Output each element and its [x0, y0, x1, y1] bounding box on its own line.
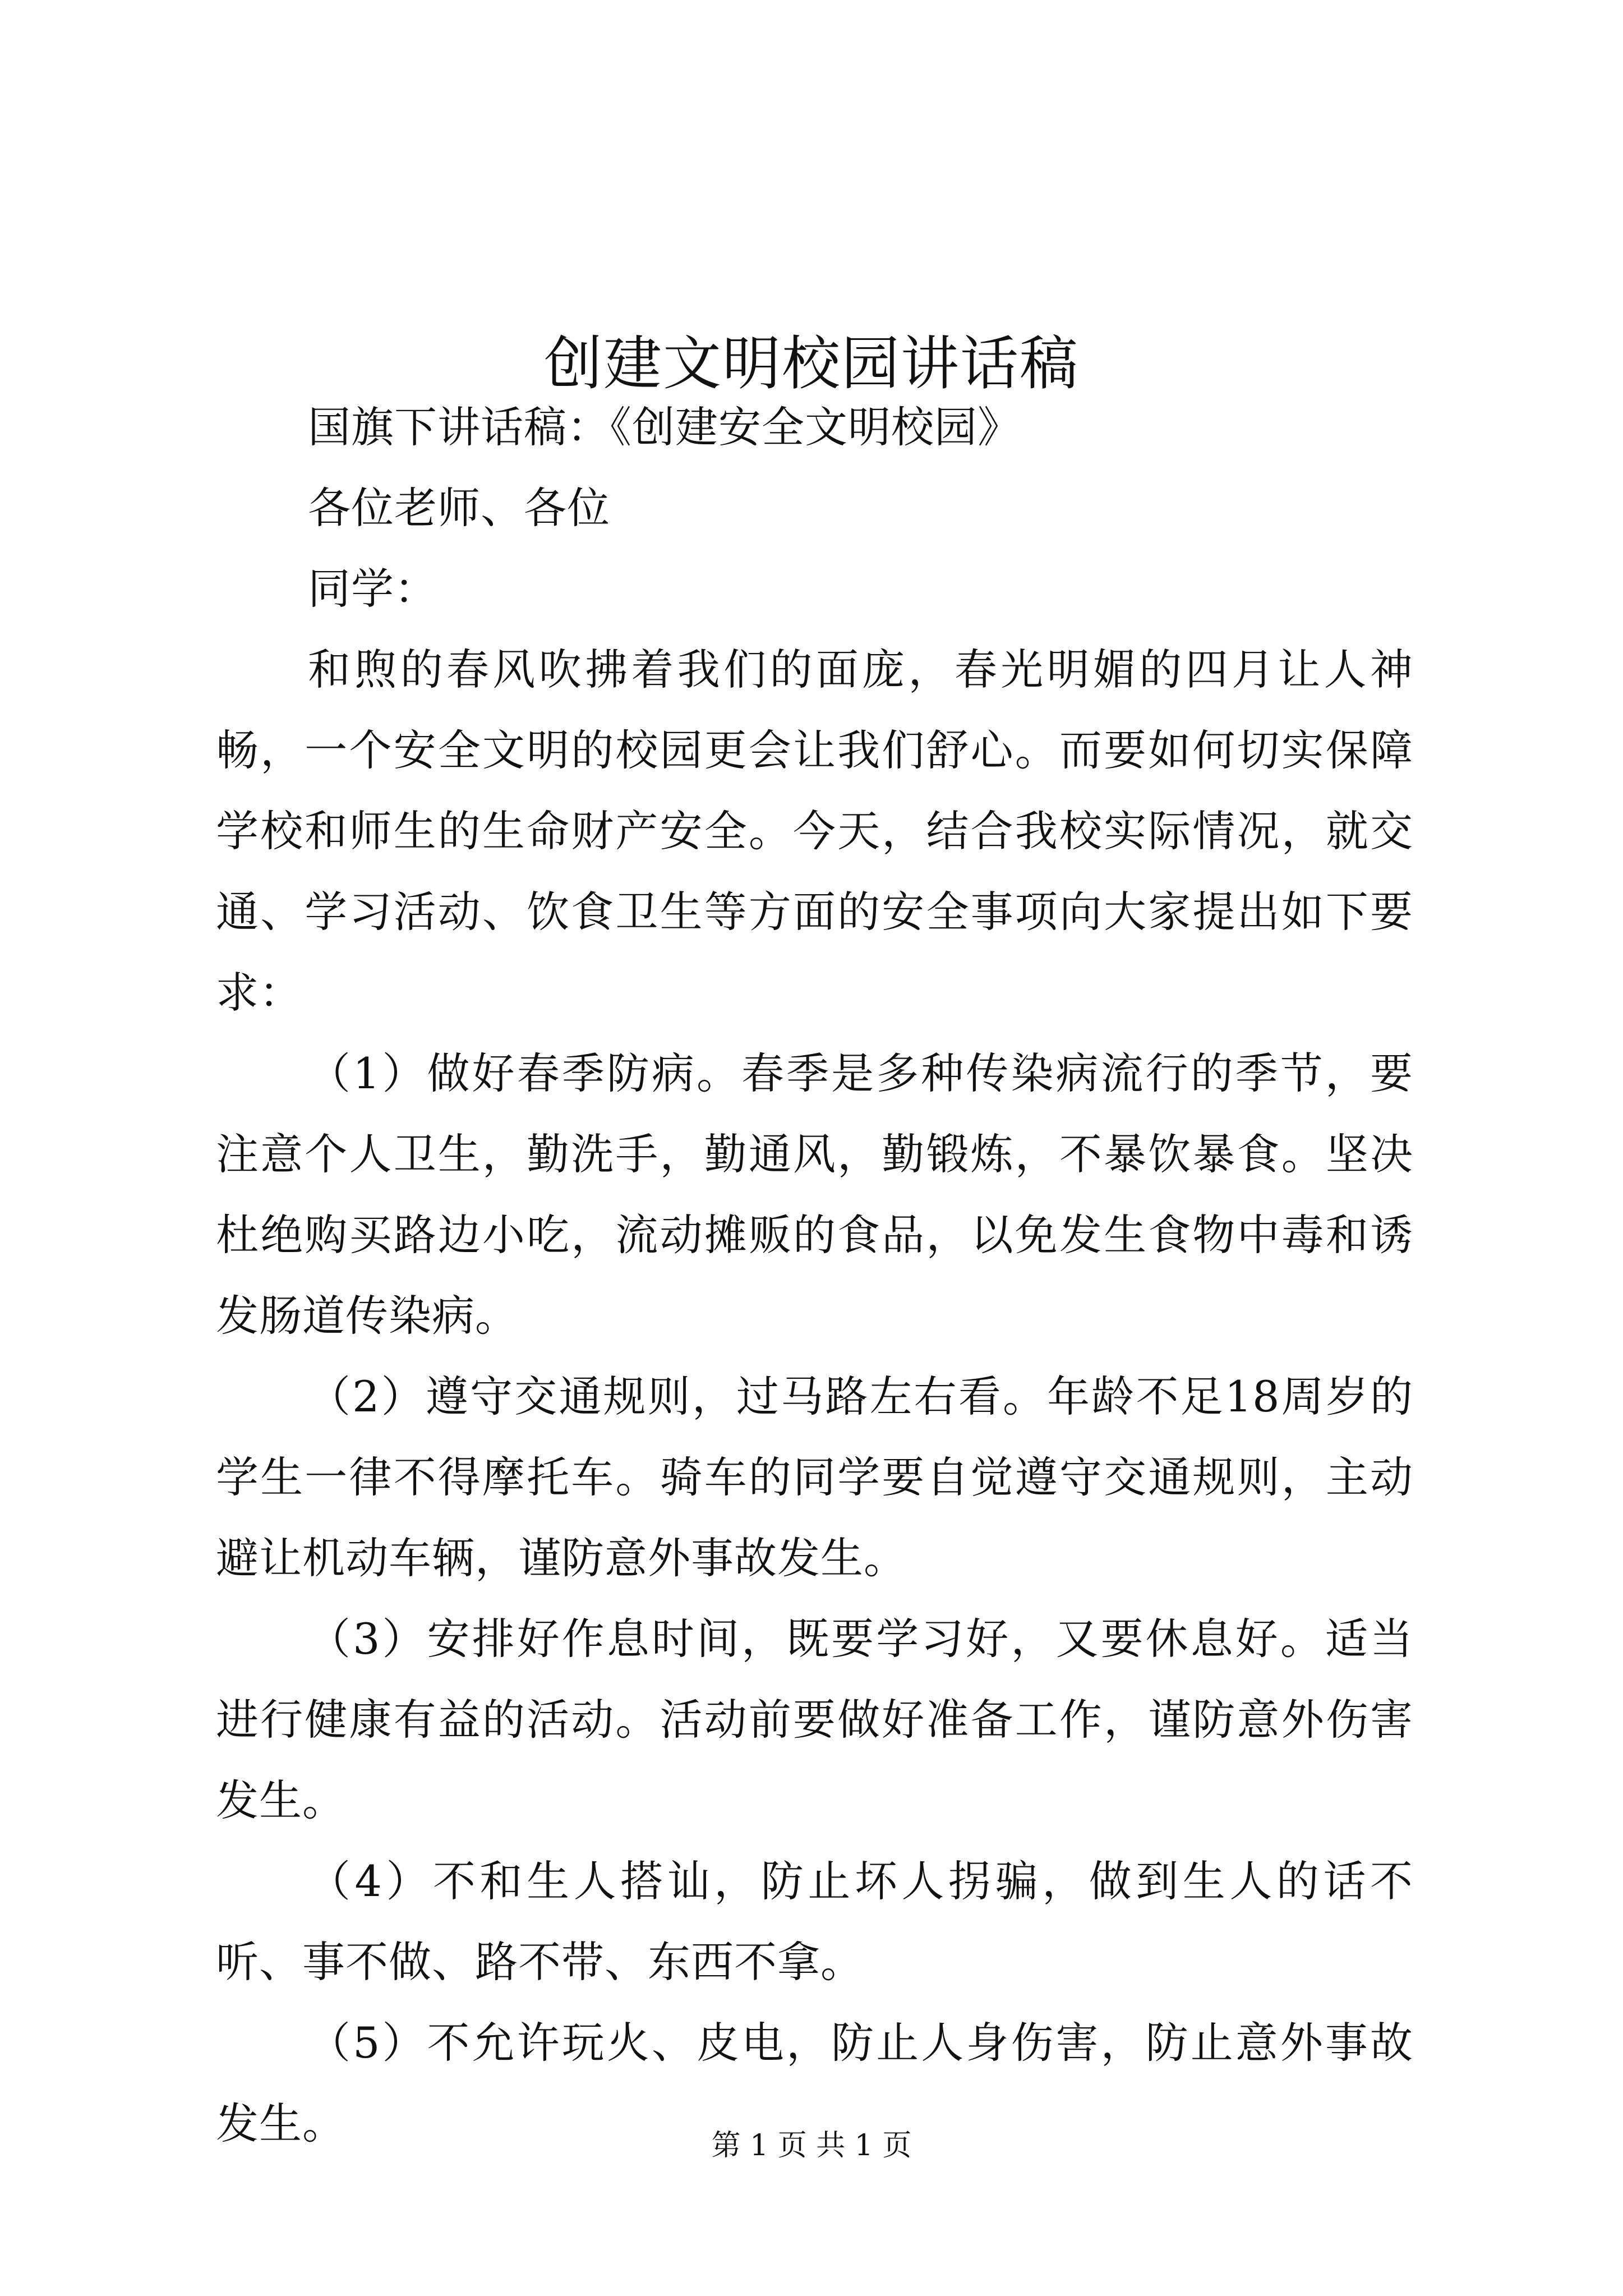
speech-subtitle: 国旗下讲话稿：《创建安全文明校园》: [308, 402, 1021, 452]
requirement-1-paragraph: （1）做好春季防病。春季是多种传染病流行的季节，要注意个人卫生，勤洗手，勤通风，勤锻炼，不暴饮暴食。坚决杜绝购买路边小吃，流动摊贩的食品，以免发生食物中毒和诱发肠道传染病。: [216, 1048, 1413, 1341]
document-title: 创建文明校园讲话稿: [543, 329, 1079, 398]
requirement-4-paragraph: （4）不和生人搭讪，防止坏人拐骗，做到生人的话不听、事不做、路不带、东西不拿。: [216, 1856, 1413, 1987]
salutation-line-2: 同学：: [308, 564, 437, 614]
intro-paragraph: 和煦的春风吹拂着我们的面庞，春光明媚的四月让人神畅，一个安全文明的校园更会让我们舒心。而要如何切实保障学校和师生的生命财产安全。今天，结合我校实际情况，就交通、学习活动、饮食卫生等方面的安全事项向大家提出如下要求：: [216, 645, 1413, 1018]
salutation-line-1: 各位老师、各位: [308, 483, 610, 533]
requirement-5-paragraph: （5）不允许玩火、皮电，防止人身伤害，防止意外事故发生。: [216, 2018, 1413, 2148]
requirement-2-paragraph: （2）遵守交通规则，过马路左右看。年龄不足18周岁的学生一律不得摩托车。骑车的同学要自觉遵守交通规则，主动避让机动车辆，谨防意外事故发生。: [216, 1372, 1413, 1583]
page-number-footer: 第 1 页 共 1 页: [711, 2129, 912, 2162]
document-body: [216, 387, 1413, 2164]
requirement-3-paragraph: （3）安排好作息时间，既要学习好，又要休息好。适当进行健康有益的活动。活动前要做好准备工作，谨防意外伤害发生。: [216, 1614, 1413, 1825]
